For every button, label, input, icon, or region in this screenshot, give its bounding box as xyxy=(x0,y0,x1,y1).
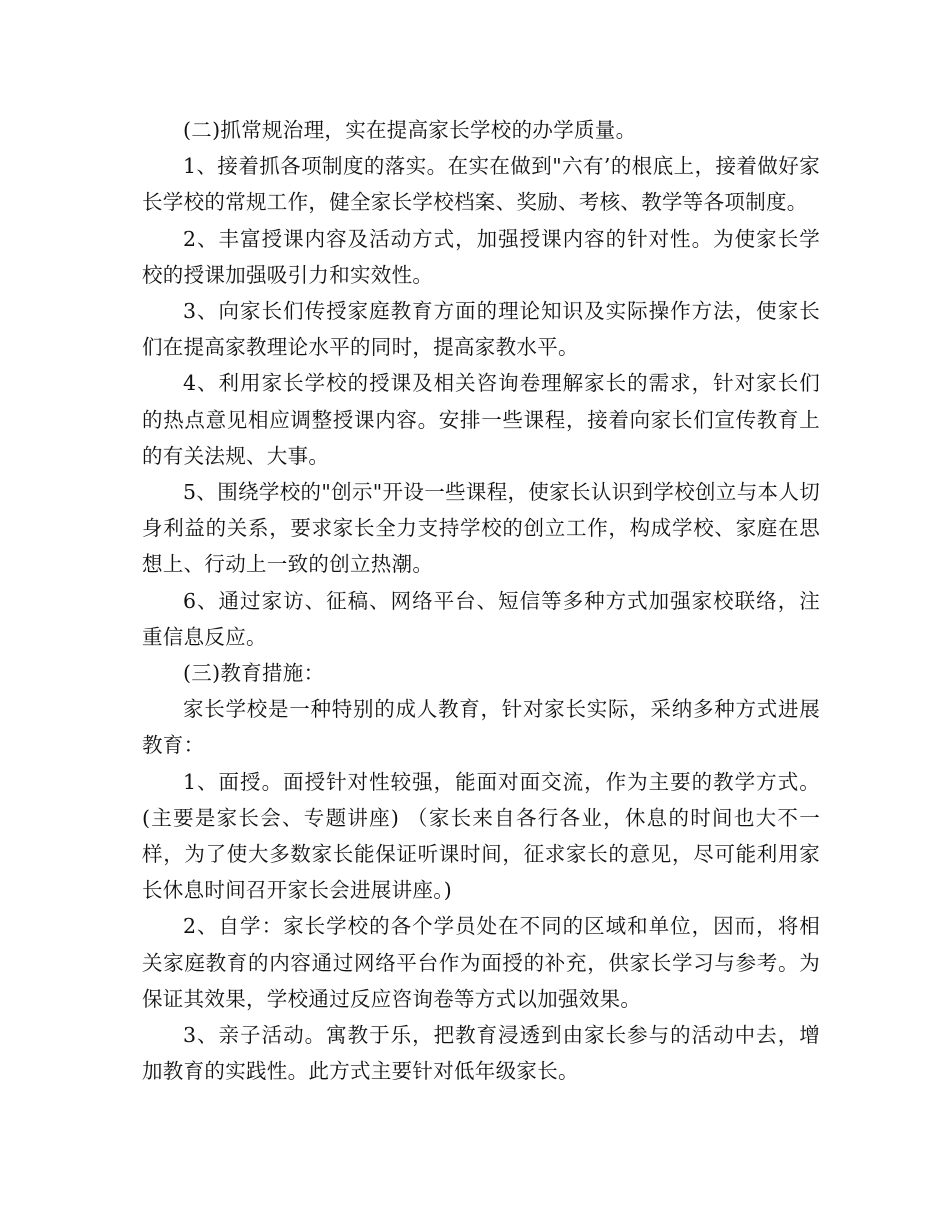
paragraph-item-3: 3、向家长们传授家庭教育方面的理论知识及实际操作方法，使家长们在提高家教理论水平的同时，提高家教水平。 xyxy=(142,299,820,360)
paragraph-item-6: 6、通过家访、征稿、网络平台、短信等多种方式加强家校联络，注重信息反应。 xyxy=(142,588,820,649)
paragraph-method-2: 2、自学：家长学校的各个学员处在不同的区域和单位，因而，将相关家庭教育的内容通过网络平台作为面授的补充，供家长学习与参考。为保证其效果，学校通过反应咨询卷等方式以加强效果。 xyxy=(142,914,820,1011)
paragraph-intro: 家长学校是一种特别的成人教育，针对家长实际，采纳多种方式进展教育： xyxy=(142,697,820,758)
paragraph-item-4: 4、利用家长学校的授课及相关咨询卷理解家长的需求，针对家长们的热点意见相应调整授课内容。安排一些课程，接着向家长们宣传教育上的有关法规、大事。 xyxy=(142,371,820,468)
paragraph-section-3-heading: (三)教育措施： xyxy=(183,661,325,686)
paragraph-item-2: 2、丰富授课内容及活动方式，加强授课内容的针对性。为使家长学校的授课加强吸引力和实效性。 xyxy=(142,226,820,287)
paragraph-method-1: 1、面授。面授针对性较强，能面对面交流，作为主要的教学方式。(主要是家长会、专题讲座) （家长来自各行各业，休息的时间也大不一样，为了使大多数家长能保证听课时间，征求家长的意见，尽可能利用家长休息时间召开家长会进展讲座。) xyxy=(142,769,820,903)
paragraph-section-2-heading: (二)抓常规治理，实在提高家长学校的办学质量。 xyxy=(183,118,637,142)
paragraph-item-5: 5、围绕学校的"创示"开设一些课程，使家长认识到学校创立与本人切身利益的关系，要求家长全力支持学校的创立工作，构成学校、家庭在思想上、行动上一致的创立热潮。 xyxy=(142,480,820,577)
paragraph-item-1: 1、接着抓各项制度的落实。在实在做到"六有’的根底上，接着做好家长学校的常规工作，健全家长学校档案、奖励、考核、教学等各项制度。 xyxy=(142,154,820,215)
paragraph-method-3: 3、亲子活动。寓教于乐，把教育浸透到由家长参与的活动中去，增加教育的实践性。此方式主要针对低年级家长。 xyxy=(142,1023,820,1084)
